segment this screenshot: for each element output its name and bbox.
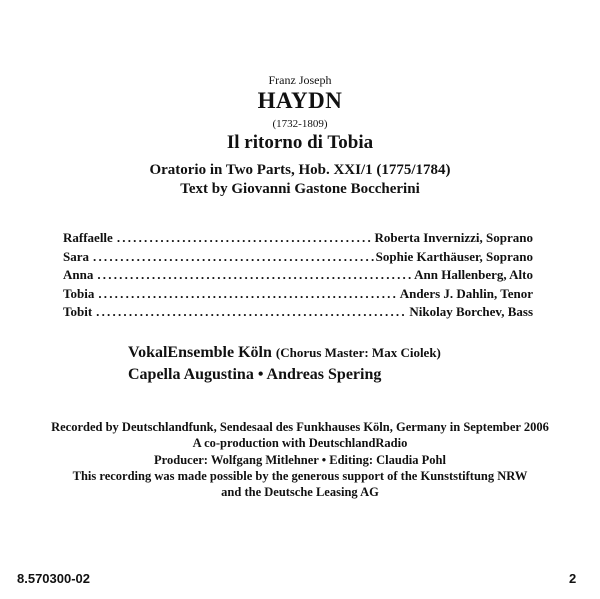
cast-row — [63, 286, 533, 305]
credit-line: Recorded by Deutschlandfunk, Sendesaal des Funkhauses Köln, Germany in September 2006 — [51, 420, 549, 434]
cast-role: Anna — [63, 267, 94, 282]
cast-singer: Ann Hallenberg, Alto — [414, 267, 533, 282]
credit-line: This recording was made possible by the generous support of the Kunststiftung NRW — [72, 468, 528, 483]
dot-leader — [96, 304, 407, 320]
cast-role: Tobit — [63, 304, 93, 319]
cast-list — [63, 230, 533, 323]
composer-given-names: Franz Joseph — [268, 73, 332, 87]
chorus-master: (Chorus Master: Max Ciolek) — [275, 345, 441, 360]
cast-singer: Anders J. Dahlin, Tenor — [399, 285, 533, 301]
credit-line: A co-production with DeutschlandRadio — [192, 436, 408, 451]
cast-singer: Nikolay Borchev, Bass — [409, 304, 533, 319]
cast-singer: Sophie Karthäuser, Soprano — [375, 248, 533, 264]
cast-row — [63, 249, 533, 268]
cast-role: Raffaelle — [63, 230, 113, 245]
chorus-name: VokalEnsemble Köln — [128, 344, 272, 361]
cast-role: Sara — [63, 248, 89, 264]
recording-credits — [0, 420, 600, 501]
cast-row — [63, 267, 533, 286]
cast-role: Tobia — [63, 285, 95, 301]
chorus-credit — [128, 344, 441, 362]
credit-line: Producer: Wolfgang Mitlehner • Editing: Claudia Pohl — [154, 452, 446, 467]
work-subtitle: Oratorio in Two Parts, Hob. XXI/1 (1775/1784) — [149, 162, 451, 178]
dot-leader — [97, 267, 412, 283]
dot-leader — [98, 286, 397, 302]
cast-row — [63, 304, 533, 323]
composer-dates: (1732-1809) — [272, 118, 328, 130]
cast-singer: Roberta Invernizzi, Soprano — [374, 230, 533, 245]
cast-row — [63, 230, 533, 249]
work-title: Il ritorno di Tobia — [226, 132, 374, 153]
page-number: 2 — [569, 571, 577, 586]
catalog-number: 8.570300-02 — [17, 571, 91, 586]
text-credit: Text by Giovanni Gastone Boccherini — [180, 181, 420, 197]
dot-leader — [117, 230, 373, 246]
credit-line: and the Deutsche Leasing AG — [221, 485, 379, 500]
composer-surname: HAYDN — [257, 88, 343, 113]
orchestra-conductor: Capella Augustina • Andreas Spering — [128, 366, 382, 383]
dot-leader — [93, 249, 374, 265]
